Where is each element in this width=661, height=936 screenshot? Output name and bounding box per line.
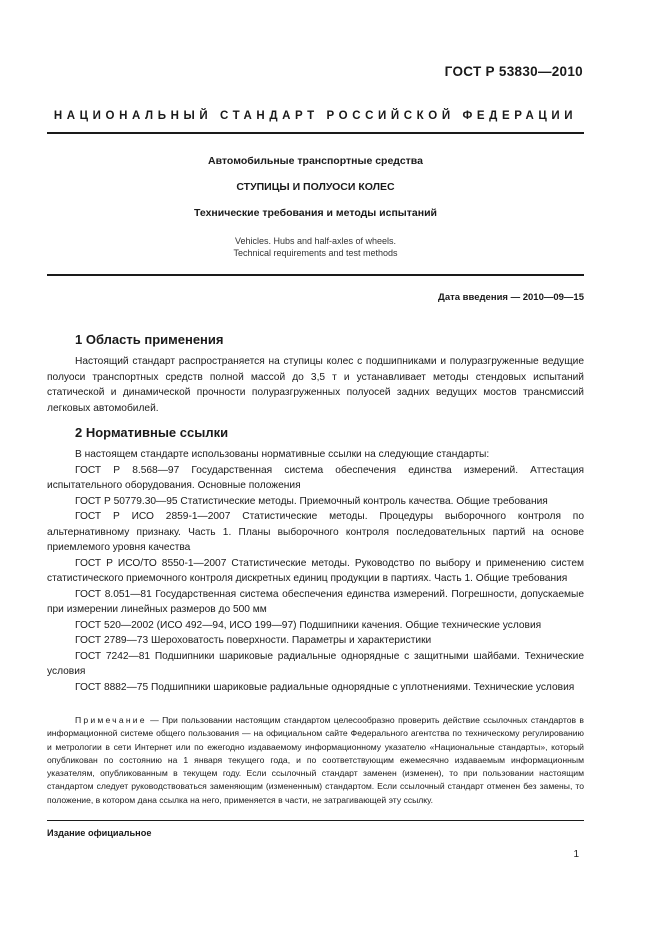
note-block [47,714,584,807]
reference-paragraph: ГОСТ Р 8.568—97 Государственная система обеспечения единства измерений. Аттестация испытательного оборудования. Основные положения [47,464,584,491]
reference-paragraph: ГОСТ Р ИСО 2859-1—2007 Статистические методы. Процедуры выборочного контроля по альтернативному признаку. Часть 1. Планы выборочного контроля последовательных партий на основе приемлемого уровня качества [47,511,584,553]
section-2-body [47,447,584,695]
reference-paragraph: ГОСТ 8882—75 Подшипники шариковые радиальные однорядные с уплотнениями. Технические условия [75,681,575,693]
section-1-body [47,354,584,416]
title-subtitle: Технические требования и методы испытаний [194,207,437,219]
edition-label: Издание официальное [47,828,152,838]
title-english-line2: Technical requirements and test methods [233,247,398,258]
section-1-heading: 1 Область применения [75,332,224,347]
reference-paragraph: ГОСТ 7242—81 Подшипники шариковые радиальные однорядные с защитными шайбами. Технические условия [47,650,584,677]
reference-paragraph: В настоящем стандарте использованы нормативные ссылки на следующие стандарты: [75,449,490,460]
reference-paragraph: ГОСТ 8.051—81 Государственная система обеспечения единства измерений. Погрешности, допускаемые при измерении линейных размеров до 500 мм [47,588,584,615]
note-paragraph [47,714,584,807]
reference-paragraph: ГОСТ 2789—73 Шероховатость поверхности. Параметры и характеристики [75,635,432,646]
title-bottom-rule [47,274,584,276]
national-standard-banner: НАЦИОНАЛЬНЫЙ СТАНДАРТ РОССИЙСКОЙ ФЕДЕРАЦИИ [53,110,578,122]
title-main: СТУПИЦЫ И ПОЛУОСИ КОЛЕС [236,181,395,193]
note-text: — При пользовании настоящим стандартом целесообразно проверить действие ссылочных стандартов в информационной системе общего пользования — на официальном сайте Федерального агентства по техническому регулированию и метрологии в сети Интернет или по ежегодно издаваемому информационному указателю «Национальные стандарты», который опубликован по состоянию на 1 января текущего года, и по соответствующим ежемесячно издаваемым информационным указателям, опубликованным в текущем году. Если ссылочный стандарт заменен (изменен), то при пользовании настоящим стандартом следует руководствоваться заменяющим (измененным) стандартом. Если ссылочный стандарт отменен без замены, то положение, в котором дана ссылка на него, применяется в части, не затрагивающей эту ссылку. [47,715,584,805]
reference-paragraph: ГОСТ Р 50779.30—95 Статистические методы. Приемочный контроль качества. Общие требования [75,495,548,507]
section-1-paragraph: Настоящий стандарт распространяется на ступицы колес с подшипниками и полуразгруженные ведущие полуоси транспортных средств полной массой до 3,5 т и устанавливает методы стендовых испытаний статической и динамической прочности полуразгруженных полуосей задних ведущих мостов трансмиссий легковых автомобилей. [47,356,584,414]
standard-number: ГОСТ Р 53830—2010 [444,64,583,79]
page-number: 1 [573,849,579,860]
section-2-heading: 2 Нормативные ссылки [75,425,229,440]
top-rule [47,132,584,134]
title-category: Автомобильные транспортные средства [208,155,423,167]
title-english-line1: Vehicles. Hubs and half-axles of wheels. [234,236,397,246]
title-english [47,236,584,259]
footer-rule [47,820,584,821]
effective-date: Дата введения — 2010—09—15 [438,292,584,303]
reference-paragraph: ГОСТ Р ИСО/ТО 8550-1—2007 Статистические методы. Руководство по выбору и применению систем статистического приемочного контроля дискретных единиц продукции в партиях. Часть 1. Общие требования [47,557,584,584]
reference-paragraph: ГОСТ 520—2002 (ИСО 492—94, ИСО 199—97) Подшипники качения. Общие технические условия [75,619,542,631]
note-lead: Примечание [75,715,147,725]
